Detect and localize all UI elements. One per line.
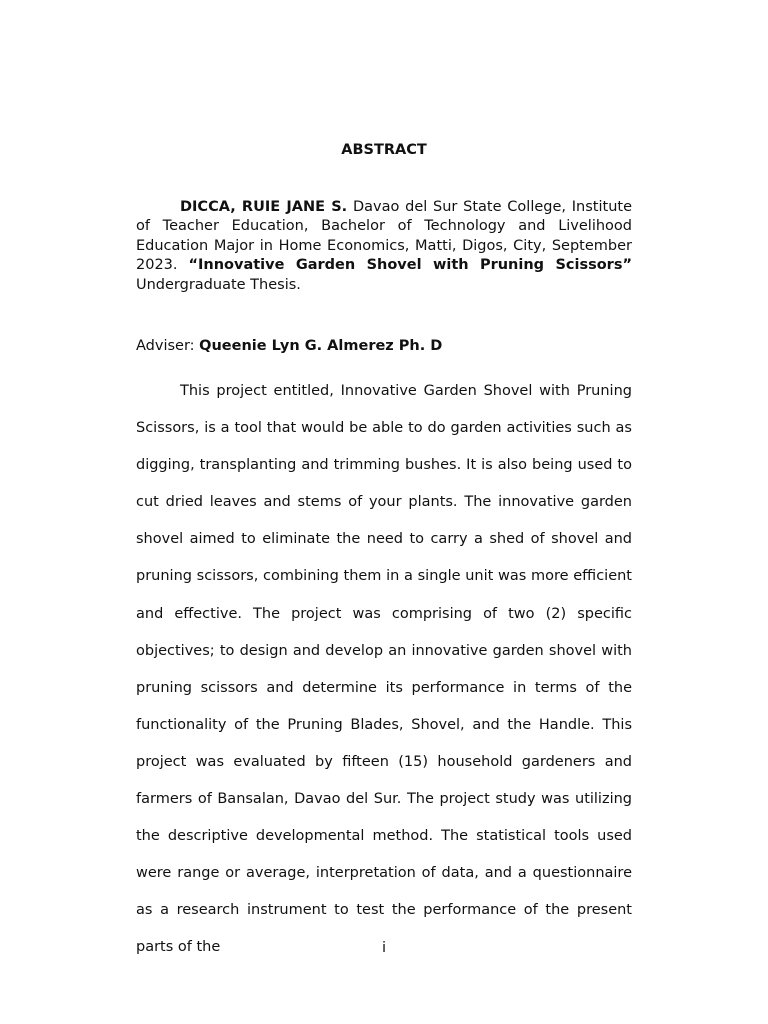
thesis-type: Undergraduate Thesis. bbox=[136, 276, 301, 293]
author-name: DICCA, RUIE JANE S. bbox=[180, 199, 348, 215]
institution-info: Davao del Sur State College, Institute of Teacher Education, Bachelor of Technology and Livelihood Education Major in Home Economics, Matti, Digos, City, September 2023. bbox=[136, 199, 632, 274]
adviser-label: Adviser: bbox=[136, 338, 200, 354]
abstract-body: This project entitled, Innovative Garden Shovel with Pruning Scissors, is a tool that would be able to do garden activities such as digging, transplanting and trimming bushes. It is also being used to cut dried leaves and stems of your plants. The innovative garden shovel aimed to eliminate the need to carry a shed of shovel and pruning scissors, combining them in a single unit was more efficient and effective. The project was comprising of two (2) specific objectives; to design and develop an innovative garden shovel with pruning scissors and determine its performance in terms of the functionality of the Pruning Blades, Shovel, and the Handle. This project was evaluated by fifteen (15) household gardeners and farmers of Bansalan, Davao del Sur. The project study was utilizing the descriptive developmental method. The statistical tools used were range or average, interpretation of data, and a questionnaire as a research instrument to test the performance of the present parts of the bbox=[136, 383, 632, 956]
abstract-title: ABSTRACT bbox=[341, 142, 427, 158]
thesis-title: “Innovative Garden Shovel with Pruning Scissors” bbox=[188, 257, 632, 274]
adviser-name: Queenie Lyn G. Almerez Ph. D bbox=[199, 338, 443, 354]
citation-paragraph bbox=[136, 198, 632, 295]
page-number: i bbox=[381, 940, 387, 956]
adviser-line bbox=[136, 337, 632, 356]
